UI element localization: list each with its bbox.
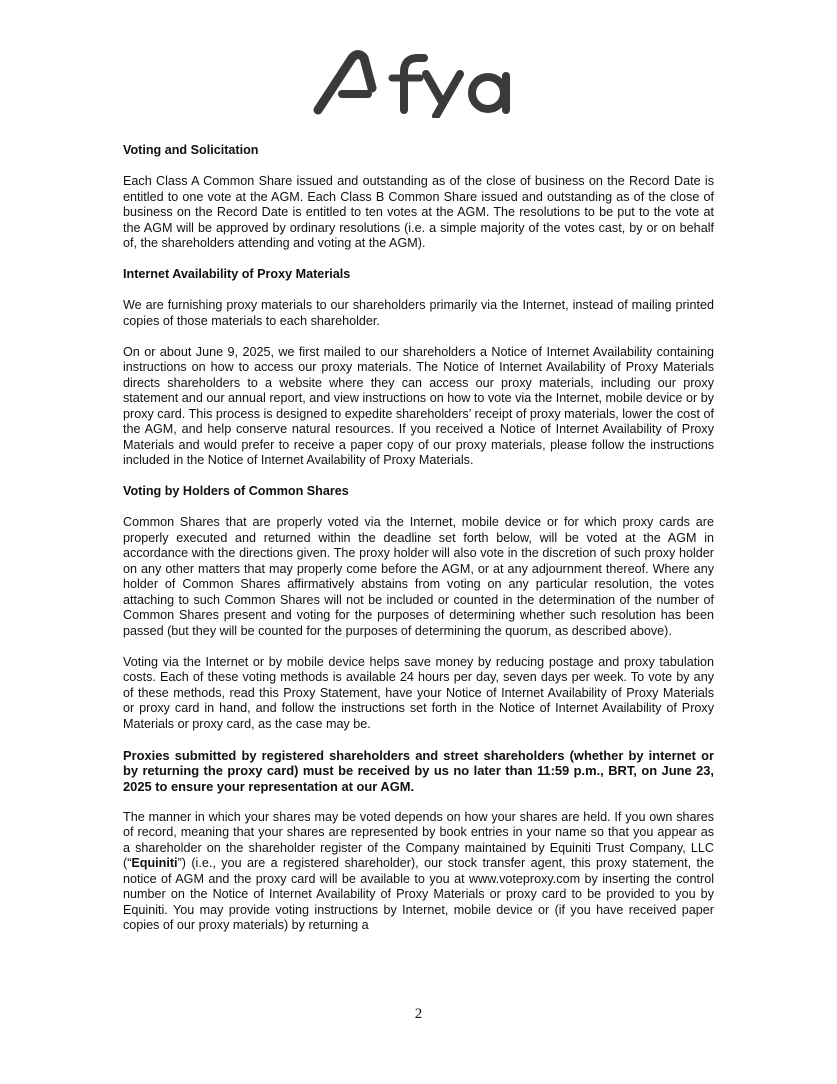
paragraph-shares-of-record — [123, 810, 714, 934]
paragraph-furnishing-materials: We are furnishing proxy materials to our shareholders primarily via the Internet, instead of mailing printed copies of those materials to each shareholder. — [123, 298, 714, 328]
heading-voting-holders: Voting by Holders of Common Shares — [123, 484, 349, 498]
heading-internet-availability: Internet Availability of Proxy Materials — [123, 267, 351, 281]
afya-logo-graphic — [312, 50, 527, 118]
record-text-part2: ”) (i.e., you are a registered shareholder), our stock transfer agent, this proxy statement, the notice of AGM and the proxy card will be available to you at www.voteproxy.com by inserting the control number on the Notice of Internet Availability of Proxy Materials or proxy card to be provided to you by Equiniti. You may provide voting instructions by Internet, mobile device or (if you have received paper copies of our proxy materials) by returning a — [123, 856, 714, 933]
equiniti-term: Equiniti — [131, 856, 178, 871]
heading-voting-solicitation: Voting and Solicitation — [123, 143, 259, 157]
paragraph-proxy-deadline: Proxies submitted by registered shareholders and street shareholders (whether by internet or by returning the proxy card) must be received by us no later than 11:59 p.m., BRT, on June 23, 2025 to ensure your representation at our AGM. — [123, 747, 714, 794]
paragraph-proxy-voting: Common Shares that are properly voted via the Internet, mobile device or for which proxy cards are properly executed and returned within the deadline set forth below, will be voted at the AGM in accordance with the directions given. The proxy holder will also vote in the discretion of such proxy holder on any other matters that may properly come before the AGM, or at any adjournment thereof. Where any holder of Common Shares affirmatively abstains from voting on any particular resolution, the votes attaching to such Common Shares will not be included or counted in the determination of the number of Common Shares present and voting for the purposes of determining whether such resolution has been passed (but they will be counted for the purposes of determining the quorum, as described above). — [123, 515, 714, 638]
paragraph-share-votes: Each Class A Common Share issued and outstanding as of the close of business on the Record Date is entitled to one vote at the AGM. Each Class B Common Share issued and outstanding as of the close of business on the Record Date is entitled to ten votes at the AGM. The resolutions to be put to the vote at the AGM will be approved by ordinary resolutions (i.e. a simple majority of the votes cast, by or on behalf of, the shareholders attending and voting at the AGM). — [123, 174, 714, 250]
page-number: 2 — [414, 1006, 423, 1022]
afya-logo — [312, 50, 527, 118]
document-body — [123, 143, 714, 949]
paragraph-notice-mailed: On or about June 9, 2025, we first mailed to our shareholders a Notice of Internet Availability containing instructions on how to access our proxy materials. The Notice of Internet Availability of Proxy Materials directs shareholders to a website where they can access our proxy materials, including our proxy statement and our annual report, and view instructions on how to vote via the Internet, mobile device or by proxy card. This process is designed to expedite shareholders’ receipt of proxy materials, lower the cost of the AGM, and help conserve natural resources. If you received a Notice of Internet Availability of Proxy Materials and would prefer to receive a paper copy of our proxy materials, please follow the instructions included in the Notice of Internet Availability of Proxy Materials. — [123, 344, 714, 467]
record-text-part1: The manner in which your shares may be voted depends on how your shares are held. If you own shares of record, meaning that your shares are represented by book entries in your name so that you appear as a shareholder on the shareholder register of the Company maintained by Equiniti Trust Company, LLC (“ — [123, 809, 714, 871]
paragraph-voting-methods: Voting via the Internet or by mobile device helps save money by reducing postage and proxy tabulation costs. Each of these voting methods is available 24 hours per day, seven days per week. To vote by any of these methods, read this Proxy Statement, have your Notice of Internet Availability of Proxy Materials or proxy card in hand, and follow the instructions set forth in the Notice of Internet Availability of Proxy Materials or proxy card, as the case may be. — [123, 654, 714, 731]
